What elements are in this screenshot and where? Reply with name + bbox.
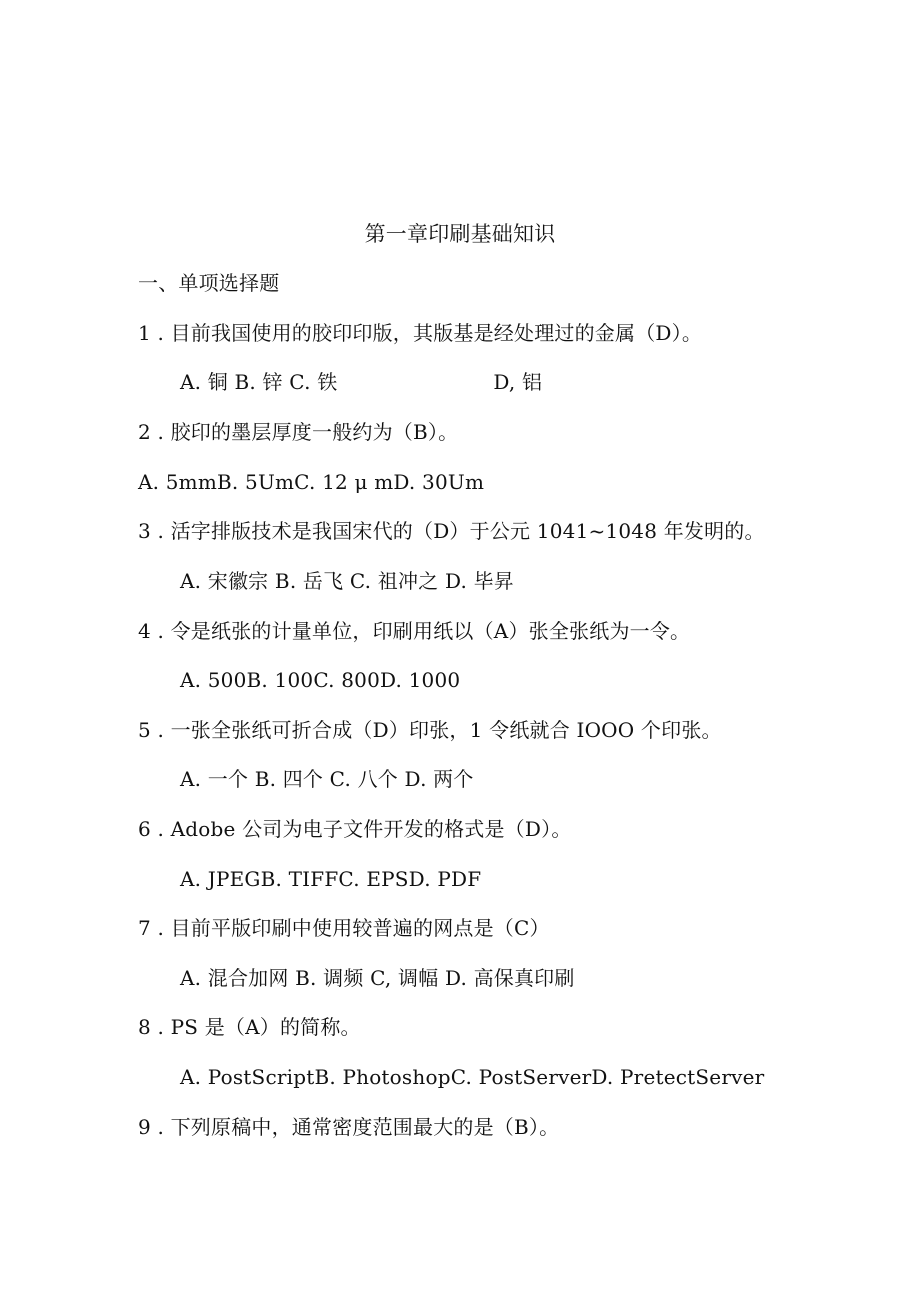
question-3: 3 . 活字排版技术是我国宋代的（D）于公元 1041~1048 年发明的。 — [138, 519, 765, 543]
options-8: A. PostScriptB. PhotoshopC. PostServerD. PretectServer — [180, 1065, 765, 1089]
question-8: 8 . PS 是（A）的简称。 — [138, 1015, 361, 1039]
question-5: 5 . 一张全张纸可折合成（D）印张，1 令纸就合 IOOO 个印张。 — [138, 718, 722, 742]
chapter-title: 第一章印刷基础知识 — [364, 222, 556, 246]
options-1 — [180, 369, 542, 395]
question-9: 9 . 下列原稿中，通常密度范围最大的是（B）。 — [138, 1115, 560, 1139]
question-4: 4 . 令是纸张的计量单位，印刷用纸以（A）张全张纸为一令。 — [138, 619, 691, 643]
options-3: A. 宋徽宗 B. 岳飞 C. 祖冲之 D. 毕昇 — [180, 569, 514, 593]
question-2: 2 . 胶印的墨层厚度一般约为（B）。 — [138, 420, 459, 444]
question-6: 6 . Adobe 公司为电子文件开发的格式是（D）。 — [138, 817, 572, 841]
question-1: 1 . 目前我国使用的胶印印版，其版基是经处理过的金属（D）。 — [138, 321, 703, 345]
question-7: 7 . 目前平版印刷中使用较普遍的网点是（C） — [138, 916, 550, 940]
options-5: A. 一个 B. 四个 C. 八个 D. 两个 — [180, 767, 474, 791]
options-2: A. 5mmB. 5UmC. 12 μ mD. 30Um — [138, 470, 485, 494]
section-heading: 一、单项选择题 — [138, 271, 280, 295]
options-1-d: D, 铝 — [493, 370, 543, 394]
options-4: A. 500B. 100C. 800D. 1000 — [180, 668, 461, 692]
options-1-abc: A. 铜 B. 锌 C. 铁 — [180, 370, 338, 394]
options-6: A. JPEGB. TIFFC. EPSD. PDF — [180, 867, 482, 891]
options-7: A. 混合加网 B. 调频 C, 调幅 D. 高保真印刷 — [180, 966, 575, 990]
